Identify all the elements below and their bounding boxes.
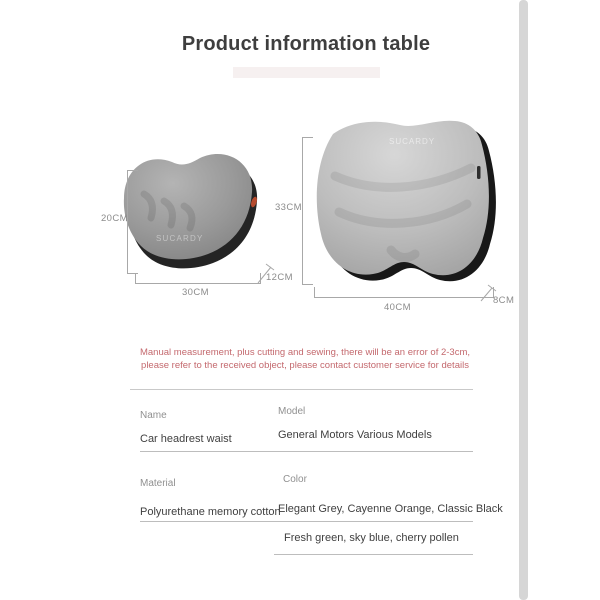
small-height-dimension-line xyxy=(127,170,139,274)
table-top-border xyxy=(130,389,473,390)
color-value-2: Fresh green, sky blue, cherry pollen xyxy=(284,532,459,544)
scrollbar[interactable] xyxy=(519,0,528,600)
large-pillow-zipper-pull xyxy=(477,166,481,179)
disclaimer-line-1: Manual measurement, plus cutting and sewing, there will be an error of 2-3cm, xyxy=(139,347,471,358)
small-width-dimension-line xyxy=(135,273,261,284)
name-value: Car headrest waist xyxy=(140,433,232,445)
small-depth-dimension-label: 12CM xyxy=(266,272,293,283)
small-height-dimension-label: 20CM xyxy=(101,213,128,224)
color-value-1: Elegant Grey, Cayenne Orange, Classic Black xyxy=(278,503,503,515)
page-title: Product information table xyxy=(181,33,431,55)
material-label: Material xyxy=(140,478,176,489)
title-underline xyxy=(233,67,380,78)
material-value: Polyurethane memory cotton xyxy=(140,506,281,518)
large-width-dimension-label: 40CM xyxy=(384,302,411,313)
small-pillow-brand-text: SUCARDY xyxy=(156,234,204,243)
large-depth-dimension-label: 8CM xyxy=(493,295,515,306)
table-divider-1 xyxy=(140,451,473,452)
table-divider-2 xyxy=(140,521,473,522)
small-width-dimension-label: 30CM xyxy=(182,287,209,298)
large-pillow-image xyxy=(303,110,508,300)
measurement-disclaimer xyxy=(90,347,520,372)
large-width-dimension-line xyxy=(314,287,494,298)
model-label: Model xyxy=(278,406,306,417)
model-value: General Motors Various Models xyxy=(278,429,432,441)
color-label: Color xyxy=(283,474,307,485)
name-label: Name xyxy=(140,410,167,421)
large-pillow-brand-text: SUCARDY xyxy=(389,137,436,146)
disclaimer-line-2: please refer to the received object, please contact customer service for details xyxy=(141,359,469,371)
large-height-dimension-line xyxy=(302,137,314,285)
large-height-dimension-label: 33CM xyxy=(275,202,302,213)
table-divider-3 xyxy=(274,554,473,555)
